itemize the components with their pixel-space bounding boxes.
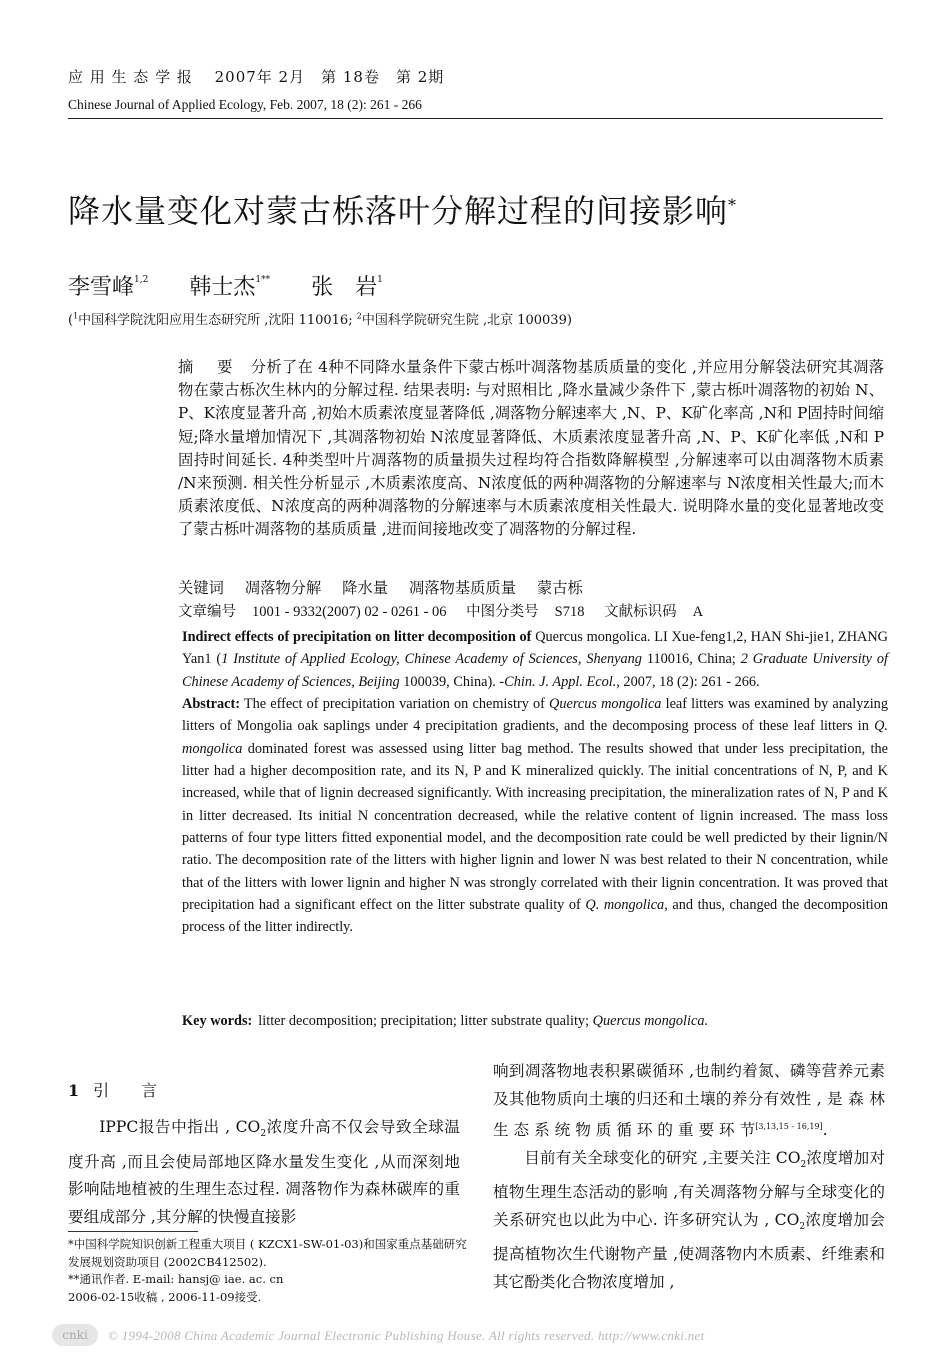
section-heading: 1 引 言 — [68, 1081, 158, 1100]
abstract-cn-label: 摘 要 — [178, 358, 237, 376]
footnotes — [68, 1236, 468, 1306]
english-title-line: Indirect effects of precipitation on litter decomposition of Quercus mongolica. LI Xue-feng1,2, HAN Shi-jie1, ZHANG Yan1 (1 Institute of Applied Ecology, Chinese Academy of Sciences, Shenyang 110016, China; 2 Graduate University of Chinese Academy of Sciences, Beijing 100039, China). -Chin. J. Appl. Ecol., 2007, 18 (2): 261 - 266. — [182, 629, 888, 690]
abstract-cn — [178, 356, 884, 542]
keyword: 凋落物基质质量 — [408, 579, 517, 597]
keywords-cn: 关键词 凋落物分解 降水量 凋落物基质质量 蒙古栎 — [178, 579, 583, 597]
cnki-logo-icon: cnki — [52, 1324, 98, 1346]
author: 韩士杰$^{1**}$ — [189, 275, 271, 300]
author: 张 岩$^1$ — [311, 275, 383, 300]
keyword: 降水量 — [342, 579, 389, 597]
english-abstract-block — [182, 626, 888, 939]
keyword: 蒙古栎 — [536, 579, 583, 597]
paper-title — [68, 186, 737, 232]
header-rule — [68, 118, 883, 119]
article-identifiers: 文章编号 1001 - 9332(2007) 02 - 0261 - 06 中图分类号 S718 文献标识码 A — [178, 604, 704, 620]
keywords-en: Key words: litter decomposition; precipitation; litter substrate quality; Quercus mongolica. — [182, 1013, 709, 1029]
citation-ref: [3,13,15 - 16,19] — [755, 1122, 823, 1131]
footnote-rule — [68, 1231, 198, 1232]
abstract-cn-text: 分析了在 4种不同降水量条件下蒙古栎叶凋落物基质质量的变化 ,并应用分解袋法研究其凋落物在蒙古栎次生林内的分解过程. 结果表明: 与对照相比 ,降水量减少条件下 ,蒙古栎叶凋落物的初始 N、P、K浓度显著升高 ,初始木质素浓度显著降低 ,凋落物分解速率大 ,N、P、K矿化率高 ,N和 P固持时间缩短;降水量增加情况下 ,其凋落物初始 N浓度显著降低、木质素浓度显著升高 ,N、P、K矿化率低 ,N和 P固持时间延长. 4种类型叶片凋落物的质量损失过程均符合指数降解模型 ,分解速率可以由凋落物木质素 /N来预测. 相关性分析显示 ,木质素浓度高、N浓度低的两种凋落物的分解速率与 N浓度相关性最大;而木质素浓度低、N浓度高的两种凋落物的分解速率与木质素浓度相关性最大. 说明降水量的变化显著地改变了蒙古栎叶凋落物的基质质量 ,进而间接地改变了凋落物的分解过程. — [178, 358, 884, 539]
author: 李雪峰$^{1,2}$ — [68, 275, 149, 300]
footnote: **通讯作者. E-mail: hansj@ iae. ac. cn — [68, 1272, 284, 1286]
author-list — [68, 270, 417, 301]
title-text: 降水量变化对蒙古栎落叶分解过程的间接影响 — [68, 192, 729, 230]
keyword: 凋落物分解 — [244, 579, 322, 597]
footnote: 2006-02-15收稿 , 2006-11-09接受. — [68, 1289, 262, 1304]
english-abstract: Abstract: The effect of precipitation variation on chemistry of Quercus mongolica leaf litters was examined by analyzing litters of Mongolia oak saplings under 4 precipitation gradients, and the decomposing process of these leaf litters in Q. mongolica dominated forest was assessed using litter bag method. The results showed that under less precipitation, the litter had a higher decomposition rate, and its N, P and K mineralized quickly. The initial concentrations of N, P, and K increased, while that of lignin decreased significantly. With increasing precipitation, the mineralization rates of N, P and K in litter decreased. Its initial N concentration decreased, while the relative content of lignin increased. The mass loss patterns of four type litters fitted exponential model, and the decomposition rate could be well predicted by their lignin/N ratio. The decomposition rate of the litters with higher lignin and lower N was best related to their N concentration, while that of the litters with lower lignin and higher N was strongly correlated with their lignin concentration. It was proved that precipitation had a significant effect on the litter substrate quality of Q. mongolica, and thus, changed the decomposition process of the litter indirectly. — [182, 696, 888, 936]
footnote: *中国科学院知识创新工程重大项目 ( KZCX1-SW-01-03)和国家重点基础研究发展规划资助项目 (2002CB412502). — [68, 1237, 467, 1269]
title-footnote-mark: * — [728, 195, 738, 215]
affiliations: ($^1$中国科学院沈阳应用生态研究所 ,沈阳 110016; $^2$中国科学院研究生院 ,北京 100039) — [68, 311, 572, 328]
paragraph: 目前有关全球变化的研究 ,主要关注 $CO_2$浓度增加对植物生理生态活动的影响 ,有关凋落物分解与全球变化的关系研究也以此为中心. 许多研究认为 , $CO_2$浓度增加会提高植物次生代谢物产量 ,使凋落物内木质素、纤维素和其它酚类化合物浓度增加 , — [493, 1148, 885, 1291]
body-column-right — [493, 1058, 885, 1296]
body-column-left — [68, 1114, 460, 1231]
paragraph: IPPC报告中指出 , $CO_2$浓度升高不仅会导致全球温度升高 ,而且会使局部地区降水量发生变化 ,从而深刻地影响陆地植被的生理生态过程. 凋落物作为森林碳库的重要组成部分 ,其分解的快慢直接影 — [68, 1118, 460, 1226]
paragraph: 响到凋落物地表积累碳循环 ,也制约着氮、磷等营养元素及其他物质向土壤的归还和土壤的养分有效性 , 是 森 林 生 态 系 统 物 质 循 环 的 重 要 环 节[3,13,15 - 16,19]. — [493, 1062, 885, 1140]
copyright-footer: © 1994-2008 China Academic Journal Electronic Publishing House. All rights reserved. http://www.cnki.net — [108, 1328, 705, 1343]
journal-header-en: Chinese Journal of Applied Ecology, Feb. 2007, 18 (2): 261 - 266 — [68, 97, 422, 112]
journal-header-cn: 应 用 生 态 学 报 2007年 2月 第 18卷 第 2期 — [68, 68, 445, 86]
